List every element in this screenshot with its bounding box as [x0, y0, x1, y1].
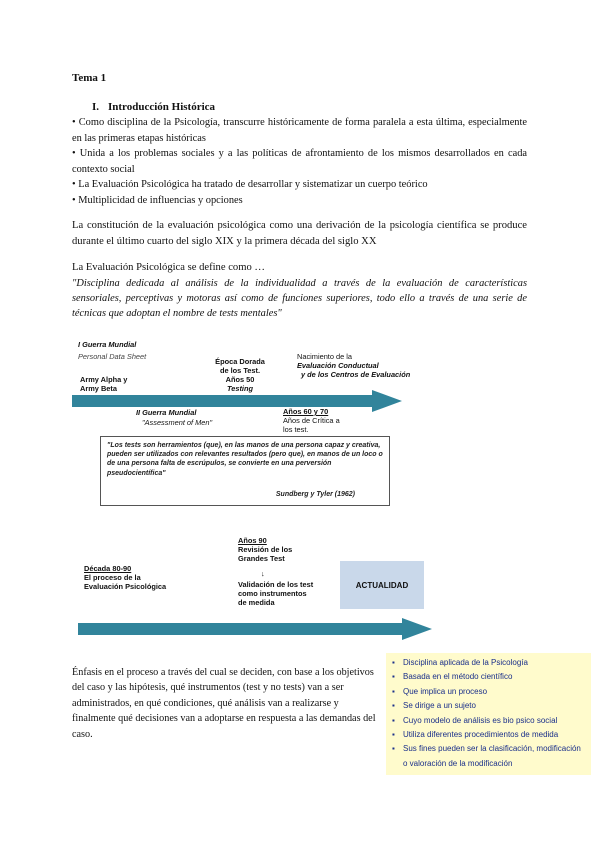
bullet-item: • Unida a los problemas sociales y a las políticas de afrontamiento de los mismos desarrollados en cada contexto social [72, 148, 527, 175]
timeline-arrow-1-shape [72, 390, 402, 412]
tl-critica-line: los test. [283, 425, 309, 434]
tl-decada-label: Década 80-90 [84, 564, 132, 573]
tl-epoca-line: Época Dorada [215, 357, 265, 366]
tl-nac-line: Evaluación Conductual [297, 361, 379, 370]
section-title: Introducción Histórica [108, 101, 216, 113]
tl-assessment: "Assessment of Men" [142, 418, 213, 427]
tl-critica-line: Años de Crítica a [283, 416, 340, 425]
tl-army-line: Army Beta [80, 384, 117, 393]
tl-proceso-line: El proceso de la [84, 573, 141, 582]
key-point-item: ▪ Que implica un proceso [390, 685, 587, 699]
tl-revision-line: Revisión de los [238, 545, 293, 554]
arrow-down-icon: ↓ [261, 569, 265, 578]
tl-valid-line: de medida [238, 598, 275, 607]
timeline-arrow-2-shape [78, 618, 432, 640]
tl-personal: Personal Data Sheet [78, 352, 147, 361]
tl-critica [283, 416, 340, 434]
key-point-item: ▪ Sus fines pueden ser la clasificación, modificación o valoración de la modificación [390, 742, 587, 771]
key-points-list [390, 656, 587, 771]
tl-valid-line: Validación de los test [238, 580, 314, 589]
tl-nacimiento [297, 352, 410, 379]
bullet-list [72, 115, 527, 209]
key-point-item: ▪ Se dirige a un sujeto [390, 699, 587, 713]
tl-validacion [238, 580, 313, 607]
key-point-item: ▪ Disciplina aplicada de la Psicología [390, 656, 587, 670]
key-point-item: ▪ Cuyo modelo de análisis es bio psico social [390, 714, 587, 728]
tl-epoca-line: Años 50 [225, 375, 255, 384]
tl-nac-line: y de los Centros de Evaluación [301, 370, 411, 379]
quote-box [100, 436, 390, 506]
tl-anos90-label: Años 90 [238, 536, 267, 545]
bullet-item: • Multiplicidad de influencias y opciones [72, 194, 243, 206]
tema-heading: Tema 1 [72, 72, 107, 84]
tl-gm1: I Guerra Mundial [78, 340, 137, 349]
tl-army [80, 375, 127, 393]
tl-army-line: Army Alpha y [80, 375, 128, 384]
section-number: I. [92, 101, 100, 113]
definition-quote: "Disciplina dedicada al análisis de la individualidad a través de la evaluación de características sensoriales, perceptivas y motoras así como de funciones superiores, todo ello a través de una serie de técnicas que adoptan el nombre de tests mentales" [72, 278, 527, 319]
key-points-box [386, 653, 591, 775]
tl-decada [84, 564, 166, 591]
quote-author: Sundberg y Tyler (1962) [275, 490, 355, 498]
tl-nac-line: Nacimiento de la [297, 352, 353, 361]
bullet-item: • La Evaluación Psicológica ha tratado de desarrollar y sistematizar un cuerpo teórico [72, 179, 428, 191]
key-point-item: ▪ Utiliza diferentes procedimientos de medida [390, 728, 587, 742]
tl-anos90 [238, 536, 292, 563]
timeline-arrow-2 [78, 618, 432, 640]
tl-valid-line: como instrumentos [238, 589, 307, 598]
tl-epoca-line: Testing [226, 384, 253, 393]
tl-epoca-line: de los Test. [219, 366, 261, 375]
intro-paragraph: La constitución de la evaluación psicológica como una derivación de la psicología científica se produce durante el último cuarto del siglo XIX y la primera década del siglo XX [72, 220, 527, 247]
definition-lead: La Evaluación Psicológica se define como … [72, 262, 265, 273]
timeline-arrow-1 [72, 390, 402, 412]
actualidad-box: ACTUALIDAD [340, 561, 424, 609]
tl-proceso-line: Evaluación Psicológica [84, 582, 167, 591]
quote-text: "Los tests son herramientos (que), en las manos de una persona capaz y creativa, pueden ser utilizados con relevantes resultados (pero que), en manos de un loco o de una persona falta de escrúpulos, se convierte en una perversión pseudocientífica" [107, 442, 383, 477]
bullet-item: • Como disciplina de la Psicología, transcurre históricamente de forma paralela a esta última, especialmente en las primeras etapas históricas [72, 117, 527, 144]
tl-epoca [208, 357, 272, 393]
section-heading [92, 101, 215, 113]
tl-gm2: II Guerra Mundial [136, 408, 197, 417]
enfasis-paragraph: Énfasis en el proceso a través del cual se deciden, con base a los objetivos del caso y las hipótesis, qué instrumentos (test y no tests) van a ser administrados, en qué condiciones, qué análisis van a realizarse y finalmente qué decisiones van a adoptarse en respuesta a las demandas del caso. [72, 667, 376, 740]
key-point-item: ▪ Basada en el método científico [390, 670, 587, 684]
tl-revision-line: Grandes Test [238, 554, 285, 563]
tl-anos6070: Años 60 y 70 [283, 407, 329, 416]
